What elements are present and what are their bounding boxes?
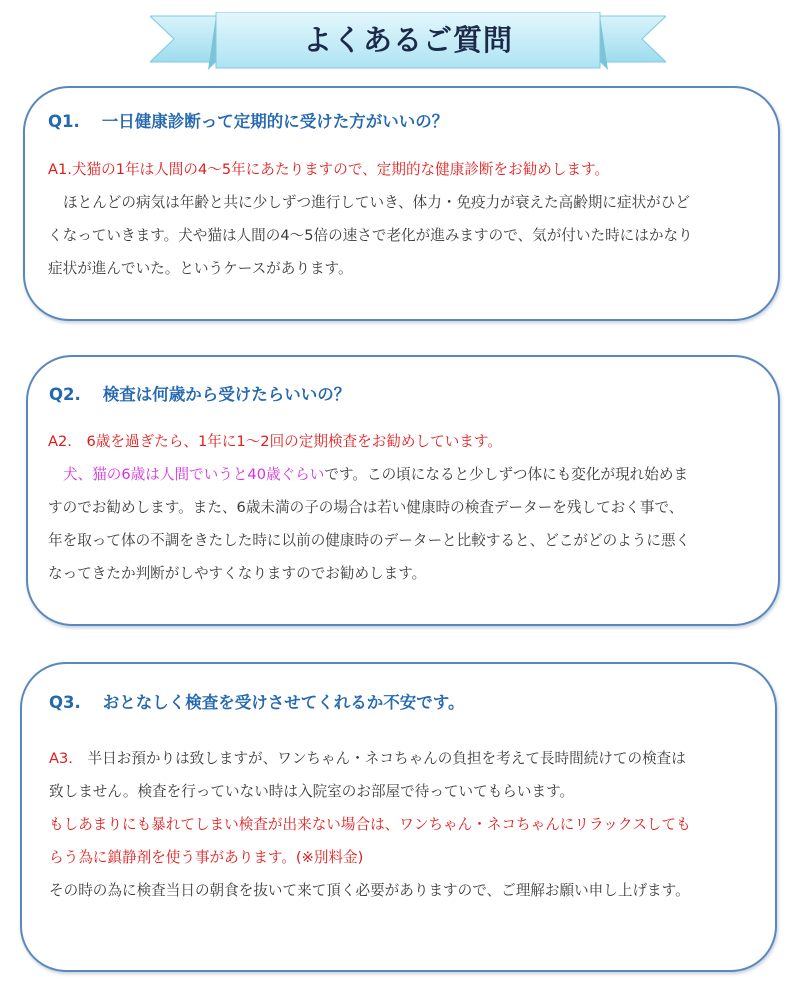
answer-line: なってきたか判断がしやすくなりますのでお勧めします。 xyxy=(48,565,427,582)
answer-line: その時の為に検査当日の朝食を抜いて来て頂く必要がありますので、ご理解お願い申し上げます。 xyxy=(49,882,690,899)
answer-line-red: らう為に鎮静剤を使う事があります。(※別料金) xyxy=(49,849,364,866)
answer-line: 致しません。検査を行っていない時は入院室のお部屋で待っていてもらいます。 xyxy=(49,783,575,800)
answer-2 xyxy=(48,425,690,590)
answer-line: 犬、猫の6歳は人間でいうと40歳ぐらいです。この頃になると少しずつ体にも変化が現れ始めま xyxy=(63,466,689,483)
title-banner xyxy=(150,12,666,74)
answer-lead: A2. 6歳を過ぎたら、1年に1～2回の定期検査をお勧めしています。 xyxy=(48,433,502,450)
answer-3 xyxy=(49,742,691,907)
question-number: Q3. xyxy=(49,693,81,712)
answer-1 xyxy=(48,153,693,285)
answer-lead: A1.犬猫の1年は人間の4～5年にあたりますので、定期的な健康診断をお勧めします。 xyxy=(48,161,610,178)
question-3 xyxy=(49,689,464,713)
question-2 xyxy=(49,381,350,405)
question-text: 一日健康診断って定期的に受けた方がいいの？ xyxy=(101,112,449,131)
faq-card-3 xyxy=(20,662,777,972)
answer-line: A3. 半日お預かりは致しますが、ワンちゃん・ネコちゃんの負担を考えて長時間続けての検査は xyxy=(49,750,686,767)
answer-line: すのでお勧めします。また、6歳未満の子の場合は若い健康時の検査データーを残しておく事で、 xyxy=(48,499,684,516)
question-text: おとなしく検査を受けさせてくれるか不安です。 xyxy=(102,693,465,712)
question-number: Q2. xyxy=(49,385,81,404)
answer-line: 年を取って体の不調をきたした時に以前の健康時のデーターと比較すると、どこがどのように悪く xyxy=(48,532,691,549)
answer-line-red: もしあまりにも暴れてしまい検査が出来ない場合は、ワンちゃん・ネコちゃんにリラックスしても xyxy=(49,816,691,833)
faq-card-1 xyxy=(23,86,780,321)
faq-card-2 xyxy=(26,355,780,626)
answer-prefix: A3. xyxy=(49,750,73,767)
page-title: よくあるご質問 xyxy=(302,23,513,57)
answer-line: ほとんどの病気は年齢と共に少しずつ進行していき、体力・免疫力が衰えた高齢期に症状がひど xyxy=(63,194,690,211)
highlight-text: 犬、猫の6歳は人間でいうと40歳ぐらい xyxy=(63,466,325,483)
question-text: 検査は何歳から受けたらいいの？ xyxy=(102,385,351,404)
question-1 xyxy=(48,108,448,132)
question-number: Q1. xyxy=(48,112,80,131)
answer-line: くなっていきます。犬や猫は人間の4～5倍の速さで老化が進みますので、気が付いた時にはかなり xyxy=(48,227,693,244)
answer-line: 症状が進んでいた。というケースがあります。 xyxy=(48,260,353,277)
